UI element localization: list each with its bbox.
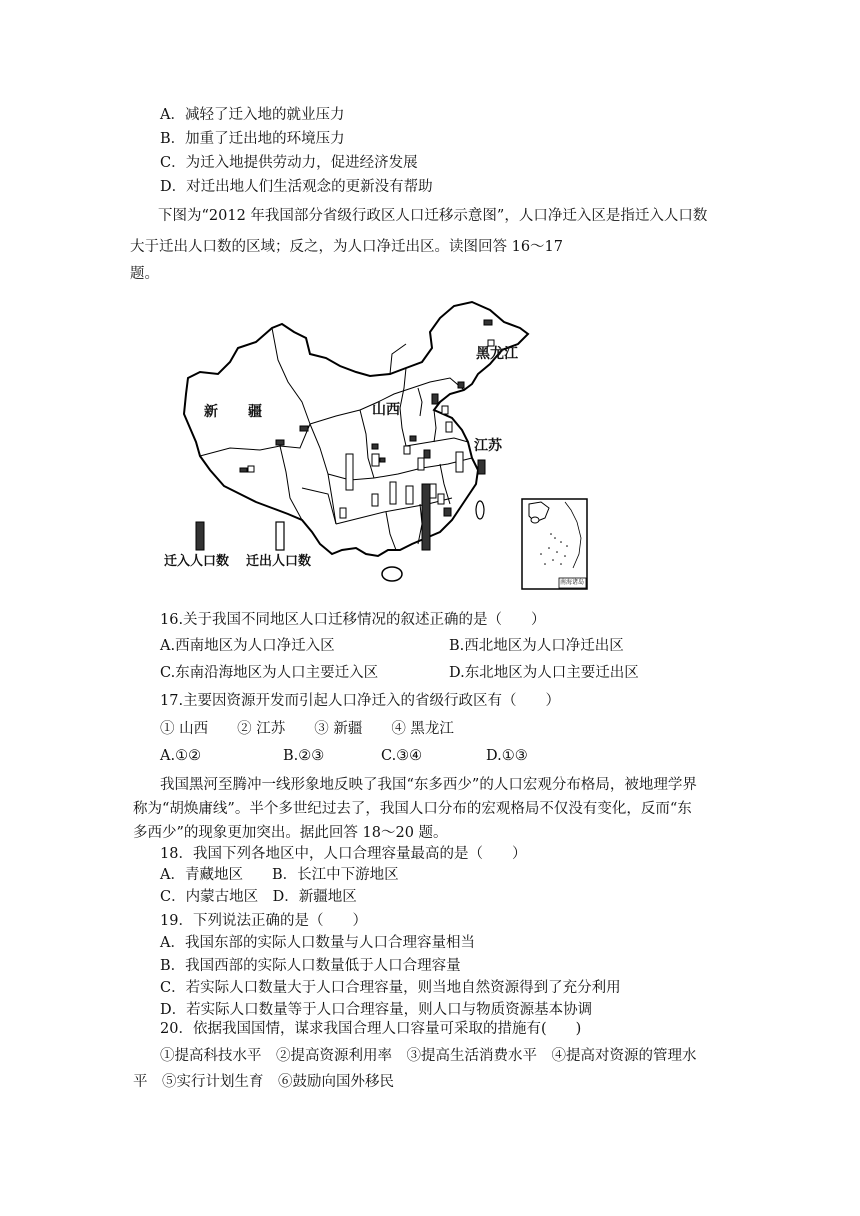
legend-in-label: 迁入人口数 — [164, 554, 230, 569]
q18-options-ab: A．青藏地区 B．长江中下游地区 — [160, 867, 399, 883]
q15-option-b: B．加重了迁出地的环境压力 — [160, 131, 345, 147]
map-label-xinjiang-2: 疆 — [248, 404, 262, 420]
q19-option-a: A．我国东部的实际人口数量与人口合理容量相当 — [160, 935, 475, 951]
q17-option-d: D.①③ — [486, 748, 528, 764]
q19-option-b: B．我国西部的实际人口数量低于人口合理容量 — [160, 958, 461, 974]
intro-paragraph-2-line-1: 我国黑河至腾冲一线形象地反映了我国“东多西少”的人口宏观分布格局，被地理学界 — [160, 777, 697, 793]
q20-stem: 20．依据我国国情，谋求我国合理人口容量可采取的措施有( ) — [160, 1021, 582, 1037]
q16-option-d: D.东北地区为人口主要迁出区 — [449, 665, 639, 681]
legend-out-label: 迁出人口数 — [246, 554, 312, 569]
map-label-heilongjiang: 黑龙江 — [476, 346, 518, 362]
q19-option-c: C．若实际人口数量大于人口合理容量，则当地自然资源得到了充分利用 — [160, 980, 621, 996]
q15-option-d: D．对迁出地人们生活观念的更新没有帮助 — [160, 179, 433, 195]
q19-stem: 19．下列说法正确的是（ ） — [160, 913, 367, 929]
map-label-jiangsu: 江苏 — [474, 438, 502, 454]
q20-items-line-2: 平 ⑤实行计划生育 ⑥鼓励向国外移民 — [133, 1074, 394, 1090]
q18-options-cd: C．内蒙古地区 D．新疆地区 — [160, 889, 357, 905]
intro-paragraph-2-line-2: 称为“胡焕庸线”。半个多世纪过去了，我国人口分布的宏观格局不仅没有变化，反而“东 — [133, 801, 692, 817]
china-outline — [184, 302, 528, 556]
q16-stem: 16.关于我国不同地区人口迁移情况的叙述正确的是（ ） — [160, 612, 546, 628]
intro-paragraph-2-line-3: 多西少”的现象更加突出。据此回答 18～20 题。 — [133, 825, 448, 841]
intro-paragraph-1-line-2: 大于迁出人口数的区域；反之，为人口净迁出区。读图回答 16～17 — [130, 239, 564, 255]
q19-option-d: D．若实际人口数量等于人口合理容量，则人口与物质资源基本协调 — [160, 1002, 593, 1018]
map-label-xinjiang-1: 新 — [204, 404, 218, 420]
legend-in-symbol — [196, 522, 204, 550]
q18-stem: 18．我国下列各地区中，人口合理容量最高的是（ ） — [160, 846, 527, 862]
map-label-shanxi: 山西 — [372, 402, 400, 418]
q15-option-c: C．为迁入地提供劳动力，促进经济发展 — [160, 155, 418, 171]
q17-items: ① 山西 ② 江苏 ③ 新疆 ④ 黑龙江 — [160, 721, 454, 737]
intro-paragraph-1-line-3: 题。 — [130, 266, 159, 282]
q16-option-b: B.西北地区为人口净迁出区 — [449, 638, 624, 654]
south-china-sea-inset — [521, 498, 588, 590]
q16-option-c: C.东南沿海地区为人口主要迁入区 — [160, 665, 379, 681]
q17-stem: 17.主要因资源开发而引起人口净迁入的省级行政区有（ ） — [160, 693, 561, 709]
q20-items-line-1: ①提高科技水平 ②提高资源利用率 ③提高生活消费水平 ④提高对资源的管理水 — [160, 1048, 697, 1064]
q17-option-b: B.②③ — [283, 748, 325, 764]
q17-option-c: C.③④ — [381, 748, 423, 764]
q16-option-a: A.西南地区为人口净迁入区 — [160, 638, 335, 654]
inset-label: 南海诸岛 — [560, 579, 585, 586]
q15-option-a: A．减轻了迁入地的就业压力 — [160, 107, 345, 123]
q17-option-a: A.①② — [160, 748, 202, 764]
legend-out-symbol — [276, 522, 284, 550]
intro-paragraph-1-line-1: 下图为“2012 年我国部分省级行政区人口迁移示意图”，人口净迁入区是指迁入人口数 — [158, 208, 708, 224]
